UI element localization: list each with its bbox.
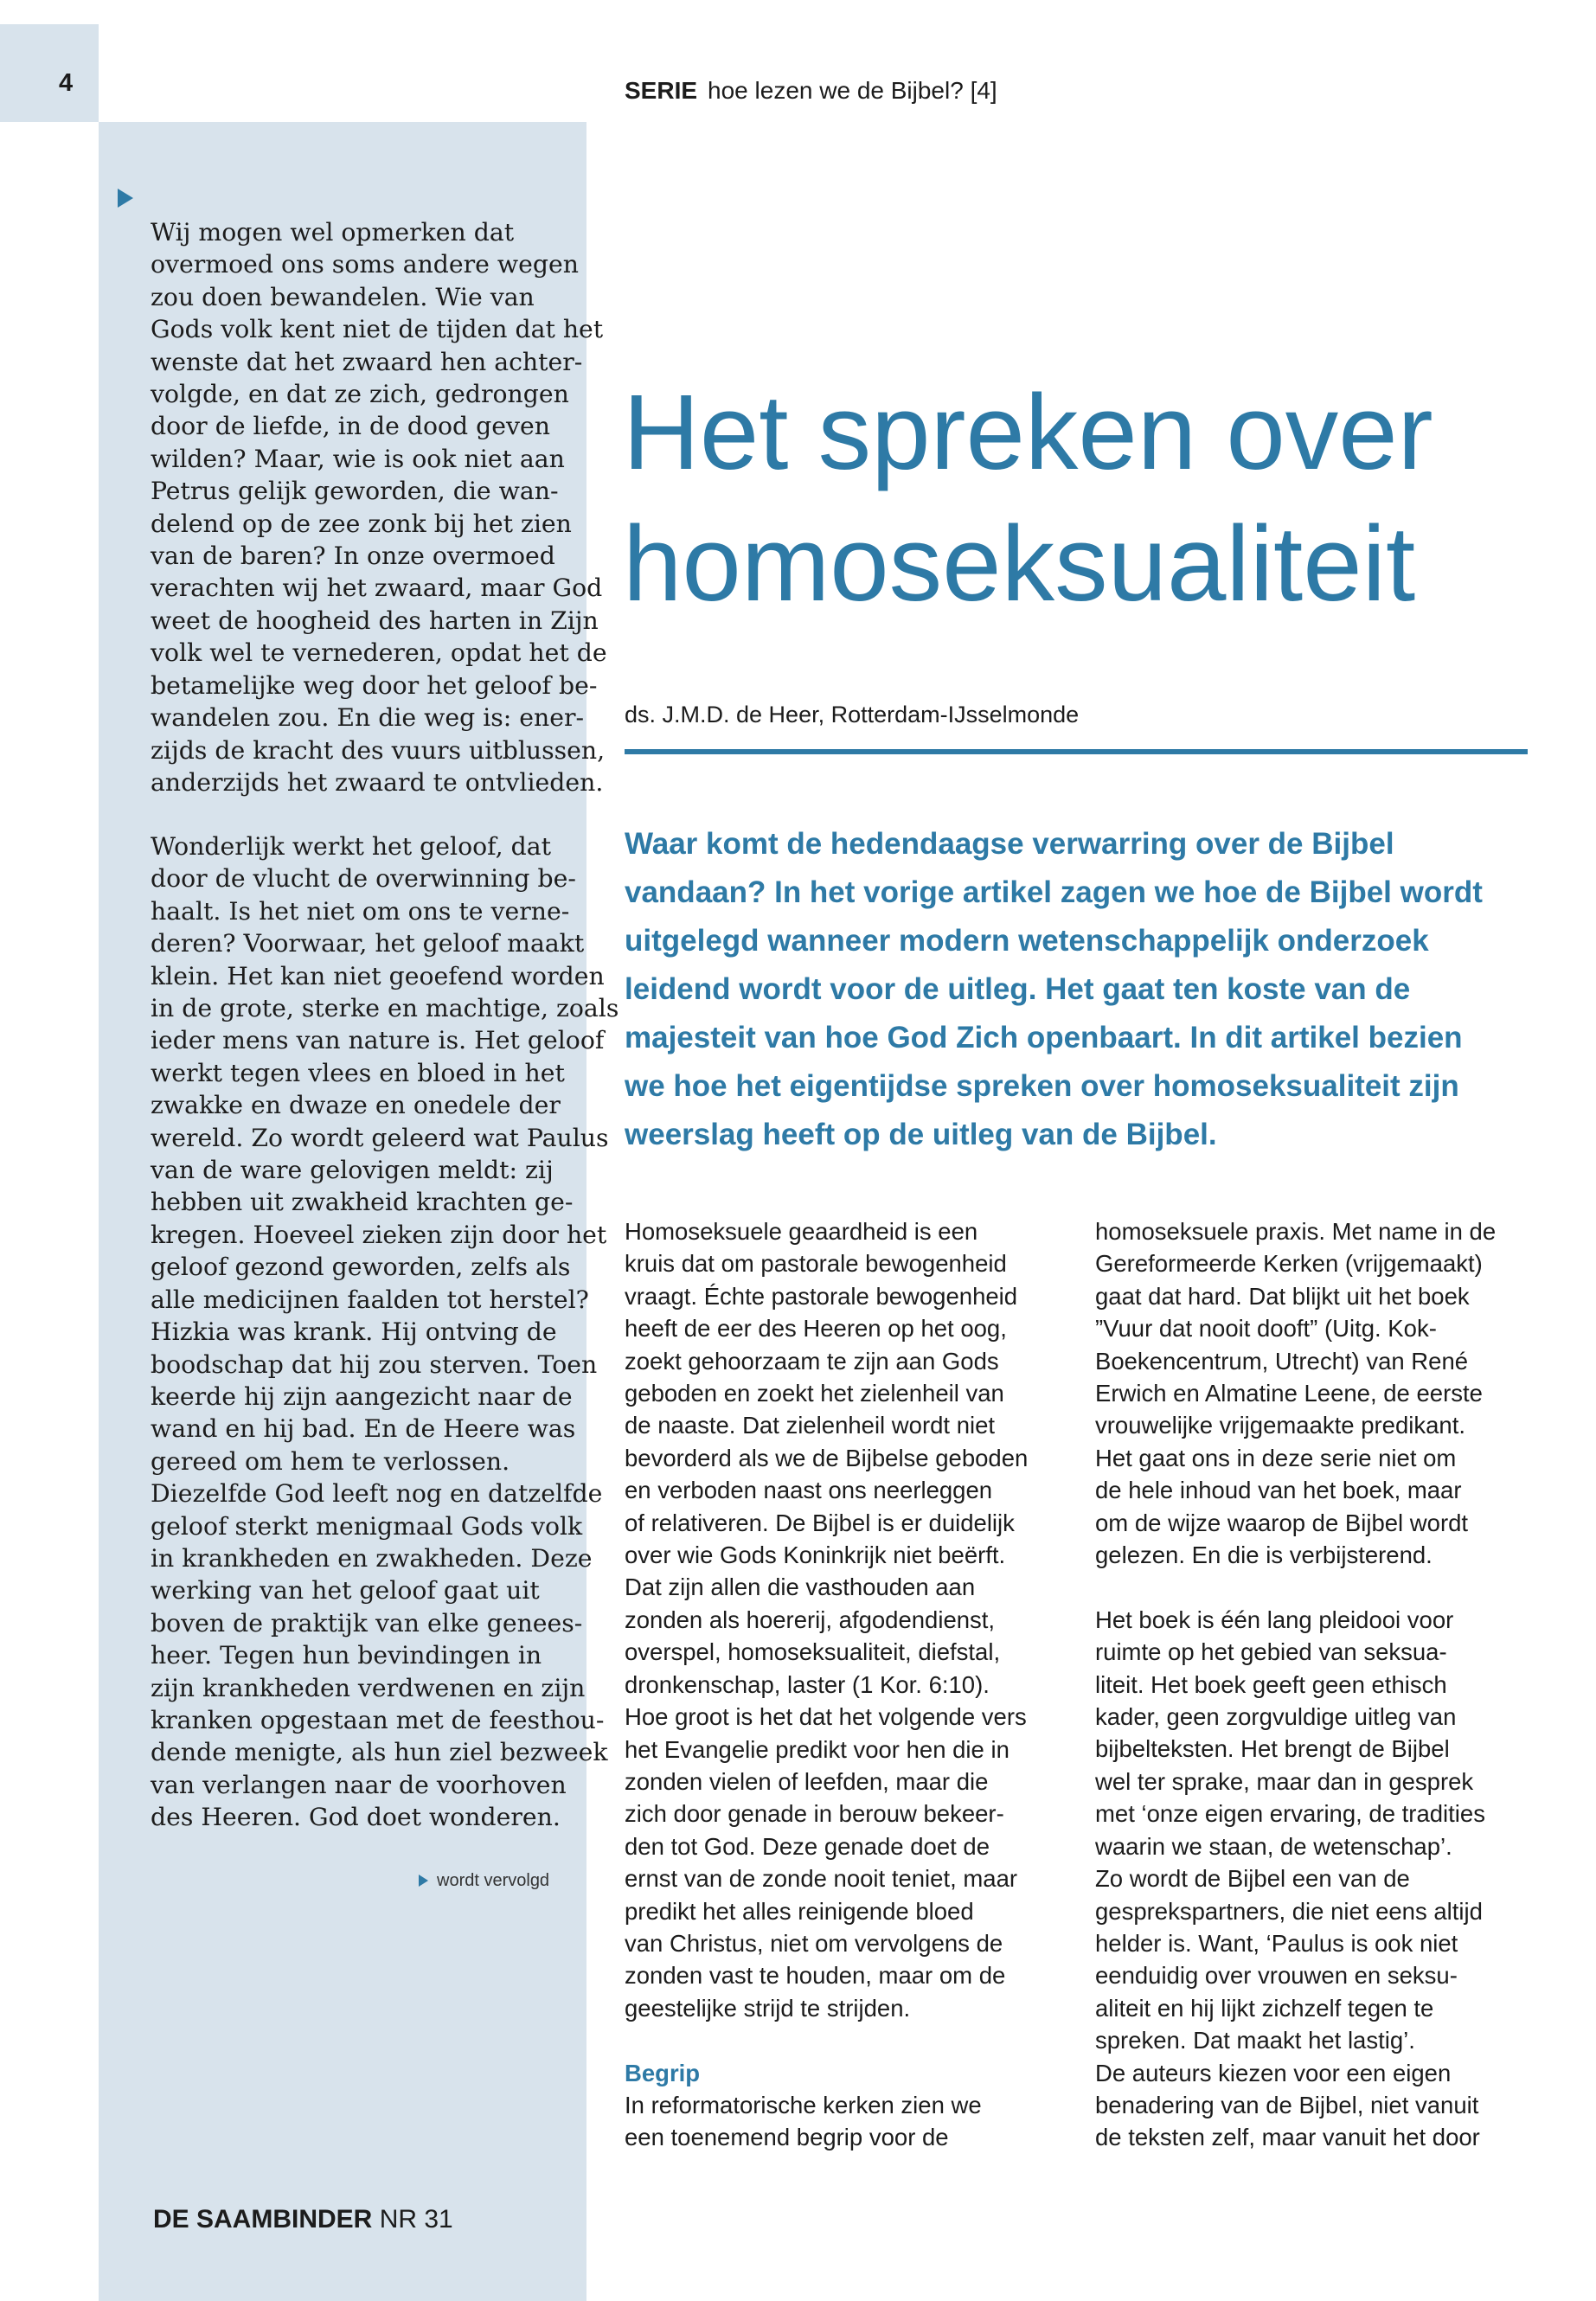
text-line: ruimte op het gebied van seksua-: [1095, 1638, 1447, 1666]
text-line: de teksten zelf, maar vanuit het door: [1095, 2124, 1480, 2151]
issue-number: NR 31: [379, 2205, 453, 2234]
text-line: des Heeren. God doet wonderen.: [151, 1803, 561, 1832]
body-column-2: [1095, 1215, 1554, 2154]
title-divider: [625, 749, 1528, 754]
publication-footer: [153, 2205, 453, 2234]
col1-paragraph-1: [625, 1215, 1083, 2024]
text-line: eenduidig over vrouwen en seksu-: [1095, 1962, 1458, 1990]
continued-arrow-icon: [419, 1875, 428, 1887]
text-line: Erwich en Almatine Leene, de eerste: [1095, 1380, 1483, 1407]
text-line: zich door genade in berouw bekeer-: [625, 1800, 1004, 1828]
text-line: Wij mogen wel opmerken dat: [151, 218, 515, 247]
text-line: Homoseksuele geaardheid is een: [625, 1218, 978, 1245]
text-line: om de wijze waarop de Bijbel wordt: [1095, 1509, 1469, 1536]
text-line: in de grote, sterke en machtige, zoals: [151, 994, 619, 1023]
text-line: kruis dat om pastorale bewogenheid: [625, 1250, 1007, 1278]
text-line: de hele inhoud van het boek, maar: [1095, 1477, 1462, 1504]
text-line: uitgelegd wanneer modern wetenschappelijk onderzoek: [625, 924, 1429, 958]
text-line: gelezen. En die is verbijsterend.: [1095, 1541, 1433, 1569]
continued-label: wordt vervolgd: [437, 1871, 550, 1890]
text-line: wandelen zou. En die weg is: ener-: [151, 703, 585, 733]
text-line: zwakke en dwaze en onedele der: [151, 1091, 561, 1120]
series-label: SERIE: [625, 77, 698, 104]
text-line: Het boek is één lang pleidooi voor: [1095, 1606, 1454, 1633]
triangle-marker-icon: [118, 189, 133, 208]
text-line: een toenemend begrip voor de: [625, 2124, 949, 2151]
text-line: bevorderd als we de Bijbelse geboden: [625, 1444, 1029, 1471]
text-line: wel ter sprake, maar dan in gesprek: [1095, 1767, 1474, 1795]
text-line: we hoe het eigentijdse spreken over homoseksualiteit zijn: [625, 1069, 1459, 1103]
text-line: over wie Gods Koninkrijk niet beërft.: [625, 1541, 1006, 1569]
text-line: wand en hij bad. En de Heere was: [151, 1414, 576, 1444]
text-line: vrouwelijke vrijgemaakte predikant.: [1095, 1412, 1465, 1439]
text-line: geloof sterkt menigmaal Gods volk: [151, 1511, 583, 1541]
text-line: waarin we staan, de wetenschap’.: [1095, 1832, 1452, 1860]
text-line: weet de hoogheid des harten in Zijn: [151, 606, 599, 635]
series-header: [625, 77, 997, 105]
author-byline: ds. J.M.D. de Heer, Rotterdam-IJsselmonde: [625, 702, 1080, 727]
text-line: Waar komt de hedendaagse verwarring over de Bijbel: [625, 827, 1394, 861]
text-line: Dat zijn allen die vasthouden aan: [625, 1574, 976, 1601]
title-line: homoseksualiteit: [623, 505, 1416, 624]
text-line: in krankheden en zwakheden. Deze: [151, 1543, 593, 1573]
text-line: werkt tegen vlees en bloed in het: [151, 1058, 565, 1087]
text-line: In reformatorische kerken zien we: [625, 2091, 982, 2118]
text-line: van Christus, niet om vervolgens de: [625, 1929, 1003, 1957]
text-line: homoseksuele praxis. Met name in de: [1095, 1218, 1497, 1245]
text-line: zou doen bewandelen. Wie van: [151, 282, 535, 311]
paragraph-gap: [1095, 1571, 1554, 1603]
text-line: bijbelteksten. Het brengt de Bijbel: [1095, 1735, 1450, 1763]
text-line: door de vlucht de overwinning be-: [151, 864, 576, 894]
text-line: Petrus gelijk geworden, die wan-: [151, 477, 559, 506]
paragraph-gap: [625, 2024, 1083, 2056]
text-line: Wonderlijk werkt het geloof, dat: [151, 832, 551, 861]
subheading-begrip: Begrip: [625, 2059, 701, 2086]
sidebar-paragraph-2: [151, 830, 619, 1834]
text-line: met ‘onze eigen ervaring, de tradities: [1095, 1800, 1485, 1828]
text-line: helder is. Want, ‘Paulus is ook niet: [1095, 1929, 1458, 1957]
text-line: ”Vuur dat nooit dooft” (Uitg. Kok-: [1095, 1315, 1437, 1343]
text-line: vandaan? In het vorige artikel zagen we hoe de Bijbel wordt: [625, 875, 1483, 909]
text-line: wenste dat het zwaard hen achter-: [151, 347, 583, 376]
text-line: ieder mens van nature is. Het geloof: [151, 1026, 605, 1055]
sidebar-paragraph-1: [151, 216, 607, 798]
text-line: van verlangen naar de voorhoven: [151, 1770, 567, 1799]
text-line: heeft de eer des Heeren op het oog,: [625, 1315, 1007, 1343]
text-line: deren? Voorwaar, het geloof maakt: [151, 929, 585, 958]
text-line: volk wel te vernederen, opdat het de: [151, 638, 607, 668]
body-column-1: [625, 1215, 1083, 2154]
text-line: dende menigte, als hun ziel bezweek: [151, 1738, 608, 1767]
text-line: benadering van de Bijbel, niet vanuit: [1095, 2091, 1479, 2118]
text-line: liteit. Het boek geeft geen ethisch: [1095, 1670, 1447, 1698]
text-line: leidend wordt voor de uitleg. Het gaat ten koste van de: [625, 972, 1411, 1006]
text-line: den tot God. Deze genade doet de: [625, 1832, 990, 1860]
text-line: keerde hij zijn aangezicht naar de: [151, 1381, 573, 1411]
text-line: zonden als hoererij, afgodendienst,: [625, 1606, 996, 1633]
article-title: [623, 368, 1574, 631]
text-line: Hoe groot is het dat het volgende vers: [625, 1703, 1027, 1731]
text-line: zonden vast te houden, maar om de: [625, 1962, 1006, 1990]
text-line: overmoed ons soms andere wegen: [151, 250, 579, 279]
text-line: door de liefde, in de dood geven: [151, 412, 550, 441]
text-line: wilden? Maar, wie is ook niet aan: [151, 444, 565, 473]
text-line: Hizkia was krank. Hij ontving de: [151, 1317, 557, 1347]
col1-paragraph-2: [625, 2089, 1083, 2154]
publication-name: DE SAAMBINDER: [153, 2205, 373, 2234]
text-line: gaat dat hard. Dat blijkt uit het boek: [1095, 1282, 1470, 1310]
text-line: het Evangelie predikt voor hen die in: [625, 1735, 1010, 1763]
text-line: verachten wij het zwaard, maar God: [151, 574, 603, 603]
text-line: Gereformeerde Kerken (vrijgemaakt): [1095, 1250, 1483, 1278]
text-line: hebben uit zwakheid krachten ge-: [151, 1188, 574, 1217]
text-line: alle medicijnen faalden tot herstel?: [151, 1285, 589, 1314]
text-line: zonden vielen of leefden, maar die: [625, 1767, 989, 1795]
text-line: predikt het alles reinigende bloed: [625, 1897, 974, 1925]
text-line: geloof gezond geworden, zelfs als: [151, 1253, 571, 1282]
continued-note: [419, 1871, 549, 1891]
col2-paragraph-2: [1095, 1604, 1554, 2154]
text-line: of relativeren. De Bijbel is er duidelijk: [625, 1509, 1015, 1536]
text-line: gereed om hem te verlossen.: [151, 1446, 510, 1476]
text-line: majesteit van hoe God Zich openbaart. In dit artikel bezien: [625, 1021, 1463, 1054]
text-line: De auteurs kiezen voor een eigen: [1095, 2059, 1452, 2086]
text-line: zoekt gehoorzaam te zijn aan Gods: [625, 1347, 999, 1375]
text-line: wereld. Zo wordt geleerd wat Paulus: [151, 1123, 609, 1152]
text-line: Boekencentrum, Utrecht) van René: [1095, 1347, 1469, 1375]
text-line: gesprekspartners, die niet eens altijd: [1095, 1897, 1483, 1925]
col2-paragraph-1: [1095, 1215, 1554, 1571]
text-line: Zo wordt de Bijbel een van de: [1095, 1865, 1410, 1893]
text-line: kader, geen zorgvuldige uitleg van: [1095, 1703, 1457, 1731]
text-line: heer. Tegen hun bevindingen in: [151, 1641, 542, 1670]
text-line: anderzijds het zwaard te ontvlieden.: [151, 767, 604, 797]
text-line: ernst van de zonde nooit teniet, maar: [625, 1865, 1018, 1893]
text-line: klein. Het kan niet geoefend worden: [151, 961, 605, 990]
text-line: haalt. Is het niet om ons te verne-: [151, 896, 570, 926]
text-line: boodschap dat hij zou sterven. Toen: [151, 1349, 598, 1379]
text-line: spreken. Dat maakt het lastig’.: [1095, 2027, 1415, 2054]
page-number: 4: [59, 69, 74, 97]
series-title: hoe lezen we de Bijbel? [4]: [708, 77, 997, 104]
text-line: betamelijke weg door het geloof be-: [151, 670, 598, 700]
text-line: volgde, en dat ze zich, gedrongen: [151, 380, 569, 409]
text-line: kranken opgestaan met de feesthou-: [151, 1705, 605, 1734]
text-line: kregen. Hoeveel zieken zijn door het: [151, 1220, 607, 1249]
text-line: van de ware gelovigen meldt: zij: [151, 1156, 554, 1185]
text-line: geestelijke strijd te strijden.: [625, 1994, 911, 2022]
text-line: en verboden naast ons neerleggen: [625, 1477, 993, 1504]
text-line: delend op de zee zonk bij het zien: [151, 509, 572, 538]
text-line: overspel, homoseksualiteit, diefstal,: [625, 1638, 1001, 1666]
text-line: dronkenschap, laster (1 Kor. 6:10).: [625, 1670, 990, 1698]
text-line: de naaste. Dat zielenheil wordt niet: [625, 1412, 996, 1439]
text-line: zijds de kracht des vuurs uitblussen,: [151, 735, 606, 765]
title-line: Het spreken over: [623, 374, 1433, 492]
text-line: geboden en zoekt het zielenheil van: [625, 1380, 1004, 1407]
intro-lead: [625, 820, 1542, 1159]
text-line: vraagt. Échte pastorale bewogenheid: [625, 1282, 1018, 1310]
text-line: Het gaat ons in deze serie niet om: [1095, 1444, 1457, 1471]
page-number-box: [0, 24, 99, 122]
text-line: van de baren? In onze overmoed: [151, 542, 555, 571]
text-line: zijn krankheden verdwenen en zijn: [151, 1673, 586, 1702]
text-line: Diezelfde God leeft nog en datzelfde: [151, 1479, 603, 1509]
text-line: weerslag heeft op de uitleg van de Bijbel.: [625, 1118, 1217, 1151]
text-line: boven de praktijk van elke genees-: [151, 1608, 583, 1638]
text-line: Gods volk kent niet de tijden dat het: [151, 315, 604, 344]
text-line: aliteit en hij lijkt zichzelf tegen te: [1095, 1994, 1434, 2022]
text-line: werking van het geloof gaat uit: [151, 1576, 540, 1606]
